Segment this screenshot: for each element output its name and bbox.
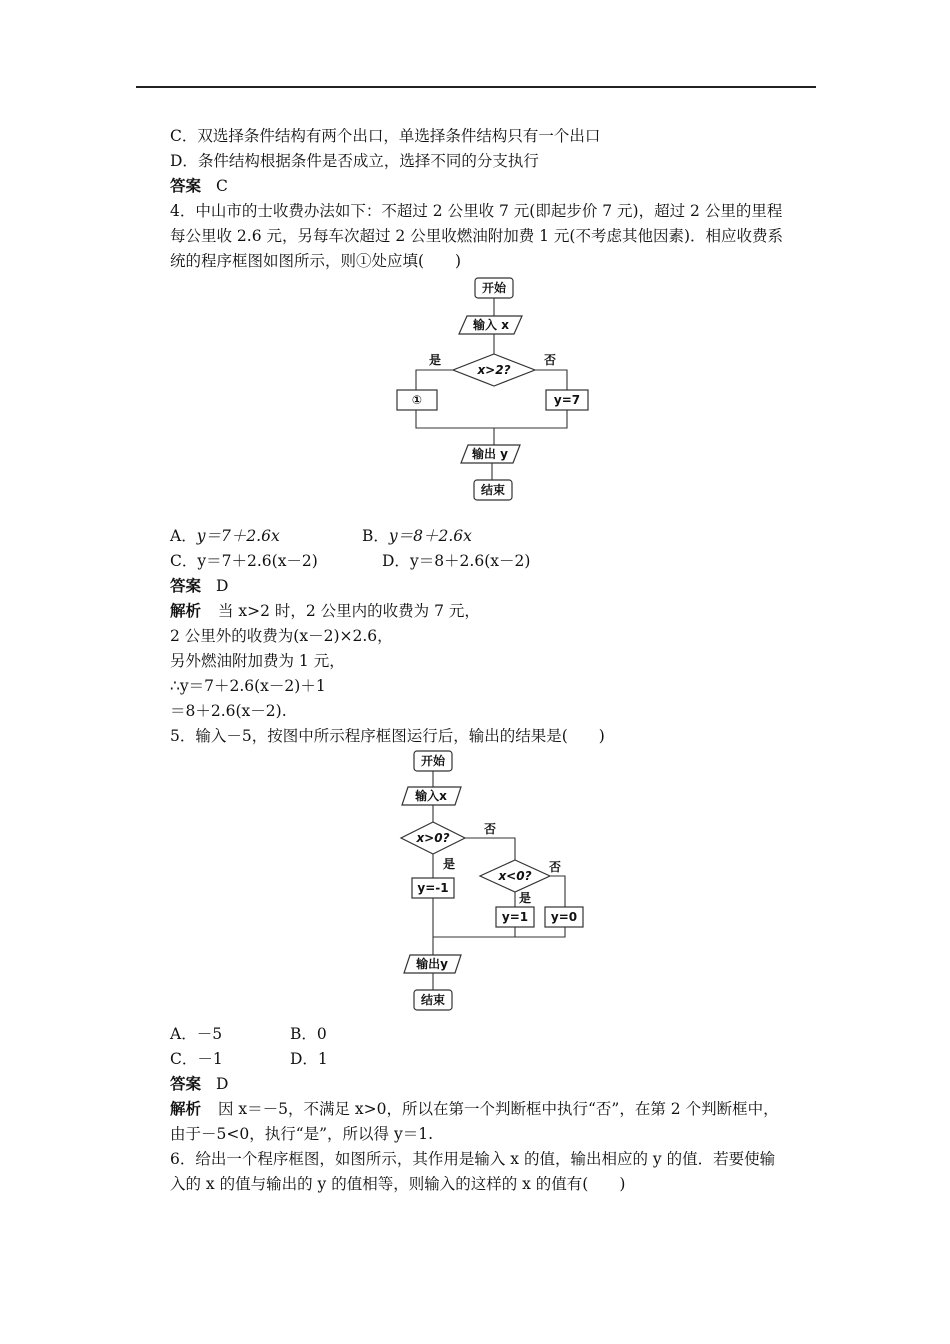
q4-option-c (170, 550, 318, 572)
q3-answer (170, 175, 228, 197)
flow-no1-label: 否 (483, 822, 497, 836)
q4-flowchart (380, 272, 600, 504)
q4-text-line-3: 统的程序框图如图所示，则①处应填( ) (170, 252, 462, 270)
flow-yes2-label: 是 (519, 891, 532, 905)
flow-start-label: 开始 (481, 281, 507, 295)
q5-analysis-line-1 (170, 1098, 779, 1120)
answer-value: D (215, 577, 229, 595)
option-label: A． (170, 527, 197, 545)
flow-no-label: 否 (543, 353, 557, 367)
option-label: C． (170, 552, 198, 570)
q4-analysis-line-4: ∴y＝7＋2.6(x－2)＋1 (170, 677, 326, 695)
q4-option-a (170, 525, 280, 547)
q4-option-d (382, 550, 530, 572)
option-text: y＝7＋2.6x (196, 527, 280, 545)
flow-condition2-label: x<0? (498, 869, 532, 883)
flow-end-label: 结束 (420, 993, 446, 1007)
q6-text-line-1: 6．给出一个程序框图，如图所示，其作用是输入 x 的值，输出相应的 y 的值．若要使输 (170, 1150, 776, 1168)
flow-start-label: 开始 (420, 754, 446, 768)
q4-text-line-1: 4．中山市的士收费办法如下：不超过 2 公里收 7 元(即起步价 7 元)，超过 2 公里的里程 (170, 202, 783, 220)
answer-label: 答案 (170, 576, 202, 595)
flow-condition-label: x>2? (477, 363, 511, 377)
flow-output-label: 输出y (416, 957, 448, 971)
q4-analysis-line-5: ＝8＋2.6(x－2). (170, 702, 287, 720)
q5-option-a: A．－5 (170, 1025, 223, 1043)
q5-option-c: C．－1 (170, 1050, 223, 1068)
flow-box-blank-label: ① (411, 393, 423, 407)
flow-box-y1-label: y=1 (501, 910, 529, 924)
flow-box-y-neg1-label: y=-1 (417, 881, 449, 895)
flow-no2-label: 否 (548, 860, 562, 874)
q6-text-line-2: 入的 x 的值与输出的 y 的值相等，则输入的这样的 x 的值有( ) (170, 1175, 626, 1193)
q4-analysis-line-2: 2 公里外的收费为(x－2)×2.6， (170, 627, 393, 645)
q3-option-c: C．双选择条件结构有两个出口，单选择条件结构只有一个出口 (170, 127, 601, 145)
option-label: D． (382, 552, 410, 570)
q4-answer (170, 575, 228, 597)
q5-text: 5．输入－5，按图中所示程序框图运行后，输出的结果是( ) (170, 727, 605, 745)
flow-box-y0-label: y=0 (550, 910, 578, 924)
answer-value: C (215, 177, 228, 195)
q4-analysis-line-1 (170, 600, 480, 622)
answer-label: 答案 (170, 1074, 202, 1093)
header-rule (136, 86, 816, 88)
flow-end-label: 结束 (480, 483, 506, 497)
analysis-text: 因 x＝－5，不满足 x>0，所以在第一个判断框中执行“否”，在第 2 个判断框中， (217, 1100, 779, 1118)
flow-condition1-label: x>0? (416, 831, 450, 845)
analysis-label: 解析 (170, 1099, 202, 1118)
flow-yes1-label: 是 (443, 857, 456, 871)
flow-yes-label: 是 (428, 353, 442, 367)
flow-output-label: 输出 y (471, 447, 509, 461)
flow-input-label: 输入 x (473, 318, 509, 332)
option-text: y＝8＋2.6(x－2) (409, 552, 531, 570)
q4-text-line-2: 每公里收 2.6 元，另每车次超过 2 公里收燃油附加费 1 元(不考虑其他因素)．相应收费系 (170, 227, 784, 245)
answer-value: D (215, 1075, 229, 1093)
flow-box-y7-label: y=7 (553, 393, 581, 407)
flow-input-label: 输入x (415, 789, 447, 803)
answer-label: 答案 (170, 176, 202, 195)
option-text: y＝7＋2.6(x－2) (197, 552, 318, 570)
option-text: y＝8＋2.6x (388, 527, 472, 545)
q4-analysis-line-3: 另外燃油附加费为 1 元， (170, 652, 345, 670)
analysis-label: 解析 (170, 601, 202, 620)
q3-option-d: D．条件结构根据条件是否成立，选择不同的分支执行 (170, 152, 539, 170)
q5-option-d: D．1 (290, 1050, 328, 1068)
q4-option-b (362, 525, 472, 547)
q5-answer (170, 1073, 228, 1095)
option-label: B． (362, 527, 389, 545)
q5-option-b: B．0 (290, 1025, 327, 1043)
q5-flowchart (395, 748, 595, 1016)
q5-analysis-line-2: 由于－5<0，执行“是”，所以得 y＝1. (170, 1125, 434, 1143)
analysis-text: 当 x>2 时，2 公里内的收费为 7 元， (217, 602, 480, 620)
